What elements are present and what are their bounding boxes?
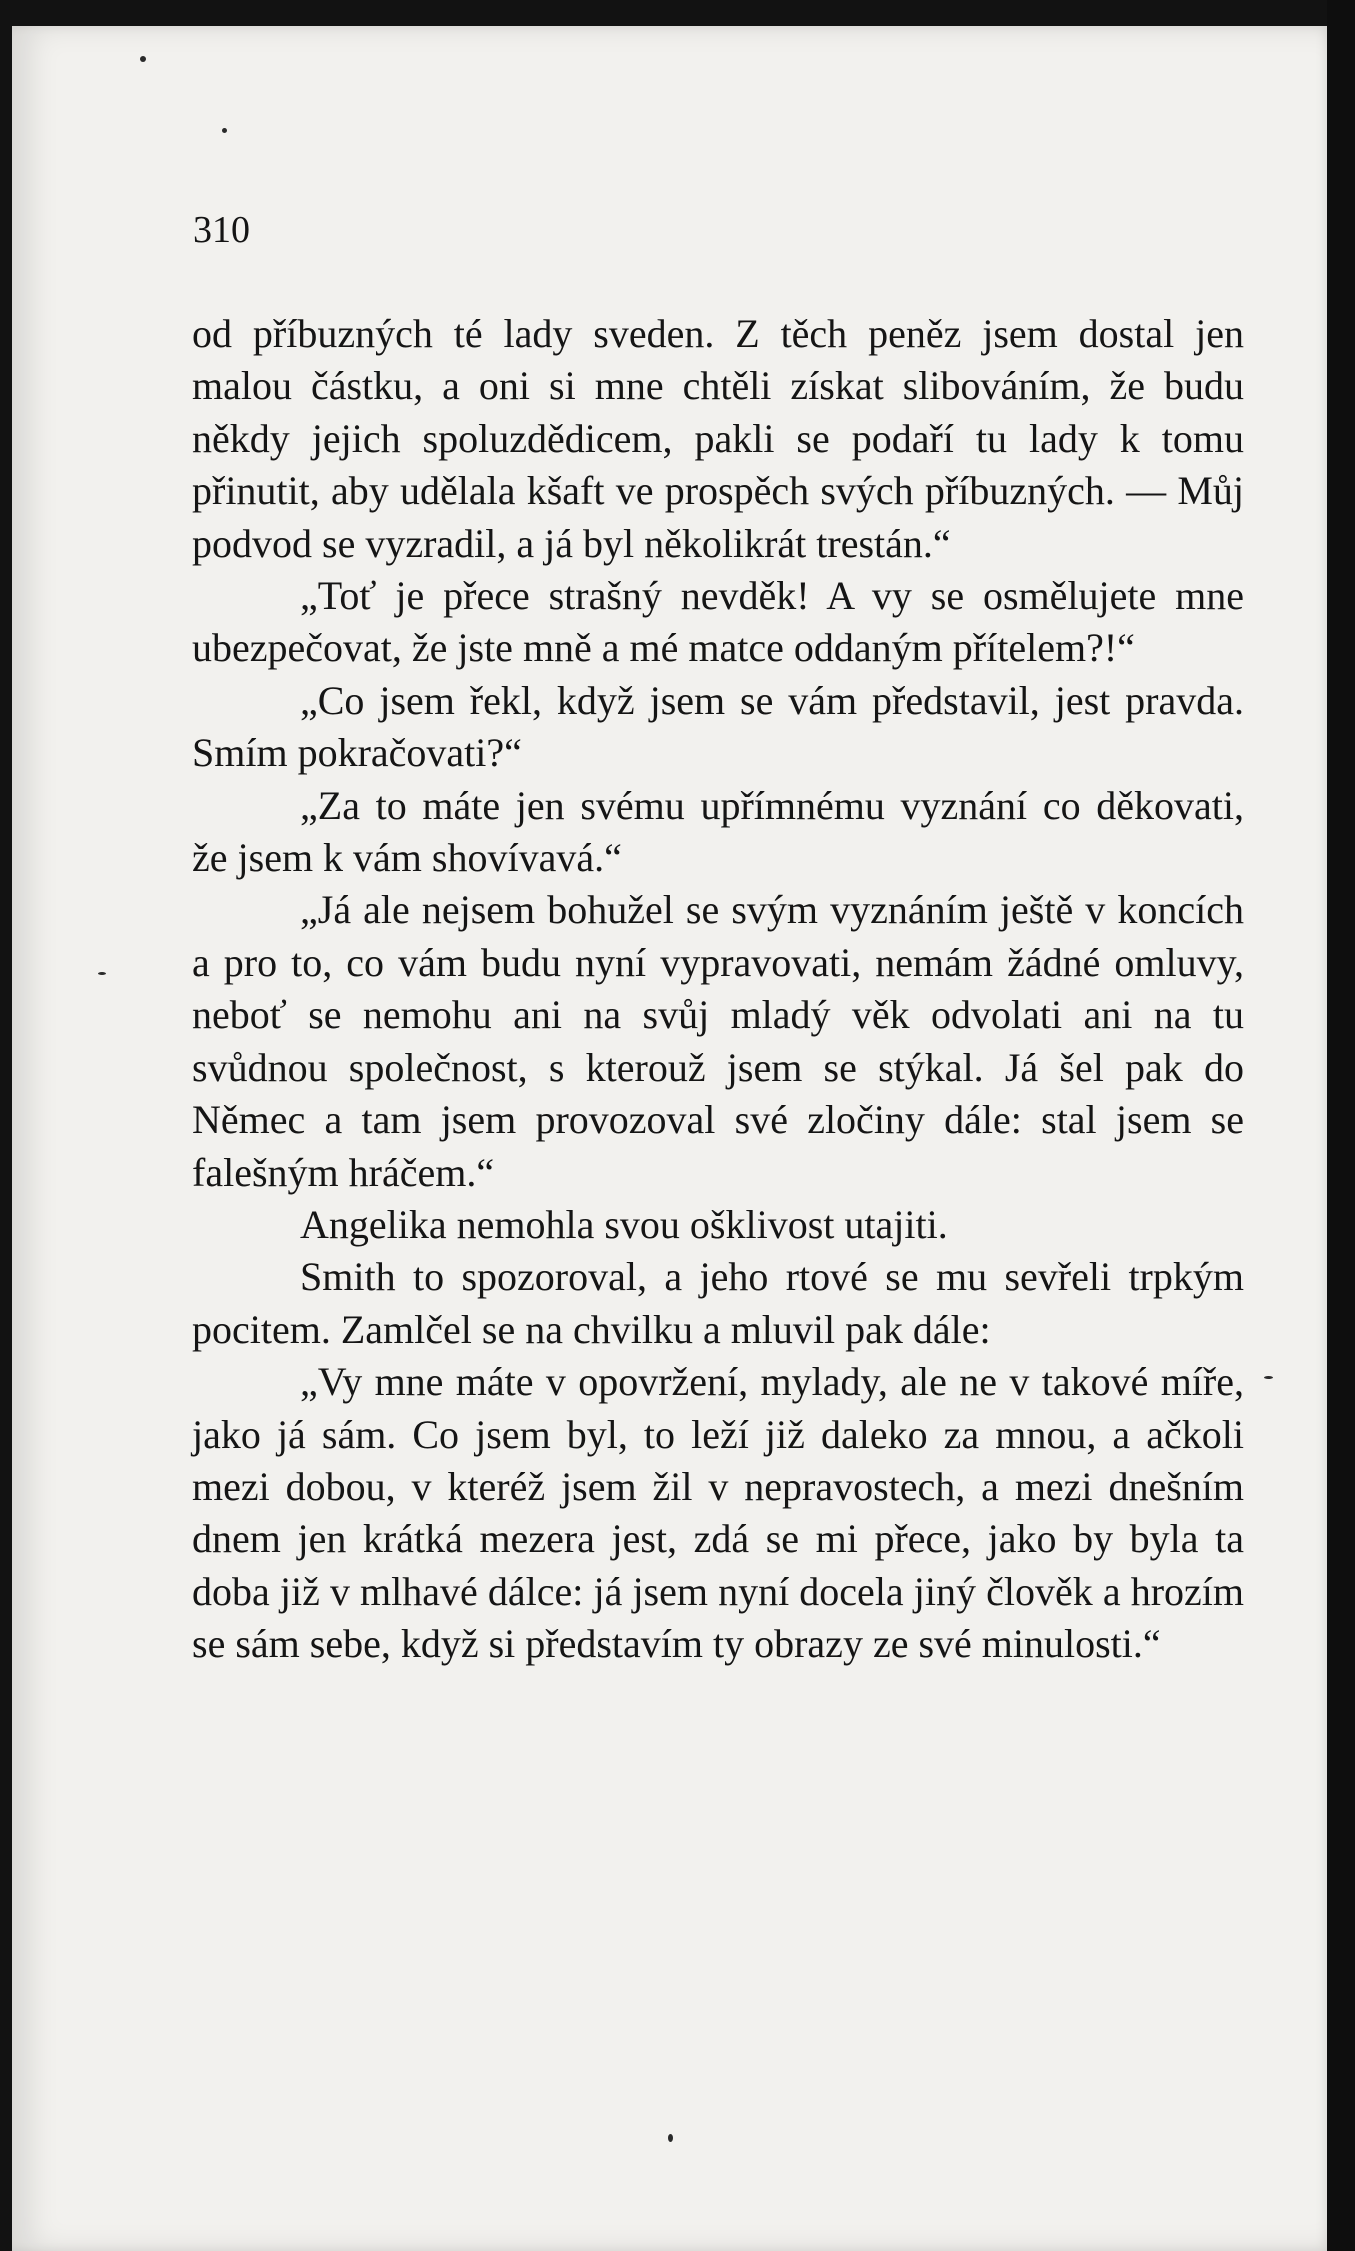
paragraph: od příbuzných té lady sveden. Z těch peněz jsem dostal jen malou částku, a oni si mne chtěli získat slibováním, že budu někdy jejich spoluzdědicem, pakli se podaří tu lady k tomu přinutit, aby udělala kšaft ve prospěch svých příbuzných. — Můj podvod se vyzradil, a já byl několikrát trestán.“ bbox=[192, 311, 1244, 566]
body-text bbox=[192, 308, 1244, 1671]
paragraph: Angelika nemohla svou ošklivost utajiti. bbox=[300, 1201, 948, 1247]
paragraph: „Za to máte jen svému upřímnému vyznání co děkovati, že jsem k vám shovívavá.“ bbox=[192, 782, 1244, 881]
ink-speck bbox=[98, 972, 106, 975]
scan-edge bbox=[1327, 0, 1355, 2251]
ink-speck bbox=[668, 2134, 673, 2142]
ink-speck bbox=[222, 128, 227, 133]
paragraph: „Toť je přece strašný nevděk! A vy se osmělujete mne ubezpečovat, že jste mně a mé matce oddaným přítelem?!“ bbox=[192, 573, 1244, 671]
paragraph: Smith to spozoroval, a jeho rtové se mu sevřeli trpkým pocitem. Zamlčel se na chvilku a mluvil pak dále: bbox=[192, 1254, 1244, 1352]
ink-speck bbox=[1264, 1376, 1273, 1379]
paragraph: „Co jsem řekl, když jsem se vám představil, jest pravda. Smím pokračovati?“ bbox=[192, 677, 1244, 776]
page-number: 310 bbox=[193, 209, 250, 251]
paragraph: „Já ale nejsem bohužel se svým vyznáním ještě v koncích a pro to, co vám budu nyní vypravovati, nemám žádné omluvy, neboť se nemohu ani na svůj mladý věk odvolati ani na tu svůdnou společnost, s kterouž jsem se stýkal. Já šel pak do Němec a tam jsem provozoval své zločiny dále: stal jsem se falešným hráčem.“ bbox=[192, 887, 1244, 1195]
paragraph: „Vy mne máte v opovržení, mylady, ale ne v takové míře, jako já sám. Co jsem byl, to leží již daleko za mnou, a ačkoli mezi dobou, v kteréž jsem žil v nepravostech, a mezi dnešním dnem jen krátká mezera jest, zdá se mi přece, jako by byla ta doba již v mlhavé dálce: já jsem nyní docela jiný člověk a hrozím se sám sebe, když si představím ty obrazy ze své minulosti.“ bbox=[192, 1359, 1244, 1667]
ink-speck bbox=[140, 56, 146, 62]
